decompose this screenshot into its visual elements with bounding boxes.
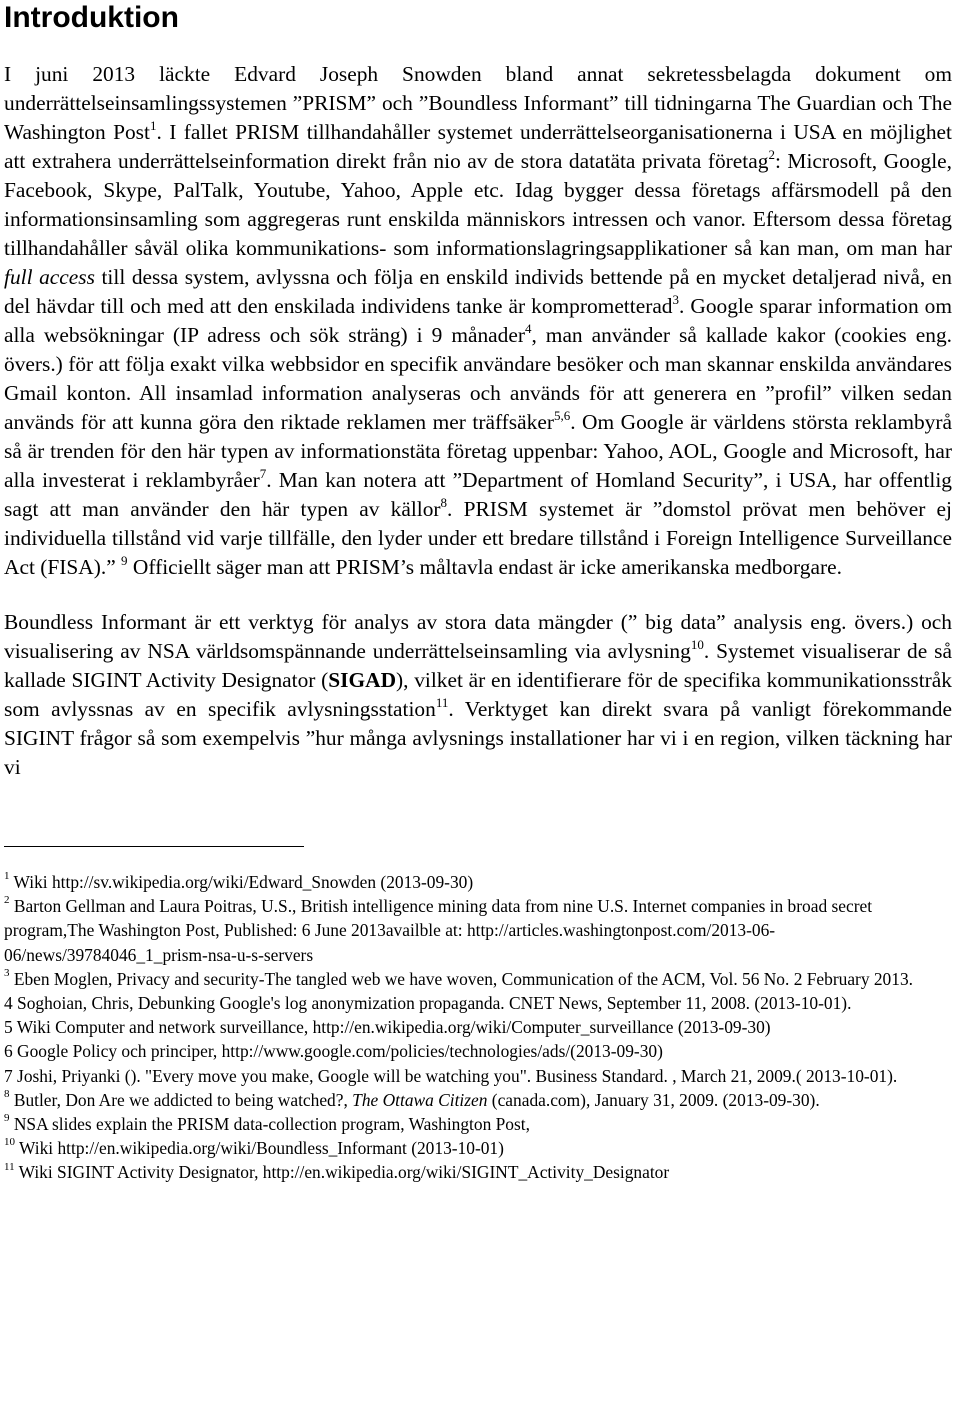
footnote-number: 4 bbox=[4, 993, 13, 1014]
paragraph-text: . Systemet visualiserar de så kallade SIGINT Activity Designator ( bbox=[4, 639, 952, 692]
footnote-number: 11 bbox=[4, 1160, 15, 1173]
footnote-4 bbox=[4, 991, 952, 1015]
footnote-reference: 3 bbox=[672, 291, 680, 307]
footnote-number: 8 bbox=[4, 1088, 10, 1101]
footnote-text: Joshi, Priyanki (). "Every move you make, Google will be watching you". Business Standard. , March 21, 2009.( 2013-10-01). bbox=[12, 1065, 898, 1086]
paragraph-text: . Google sparar information om alla websökningar (IP adress och sök sträng) i 9 månader bbox=[4, 294, 952, 347]
footnote-text: Wiki SIGINT Activity Designator, http://en.wikipedia.org/wiki/SIGINT_Activity_Designator bbox=[14, 1162, 670, 1183]
paragraph-text: . Man kan notera att ”Department of Homland Security”, i USA, har offentlig sagt att man använder den här typen av källor bbox=[4, 468, 952, 521]
footnote-number: 9 bbox=[4, 1112, 10, 1125]
footnote-reference: 7 bbox=[259, 465, 267, 481]
footnote-10 bbox=[4, 1136, 952, 1160]
body-paragraph-boundless-informant bbox=[4, 608, 952, 782]
paragraph-text: till dessa system, avlyssna och följa en enskild individs bettende på en mycket detaljerad nivå, en del hävdar till och med att den enskilada individens tanke är komprometterad bbox=[4, 265, 952, 318]
footnotes-list bbox=[4, 870, 952, 1185]
footnote-number: 1 bbox=[4, 870, 10, 883]
footnote-text: Soghoian, Chris, Debunking Google's log anonymization propaganda. CNET News, September 11, 2008. (2013-10-01). bbox=[12, 993, 852, 1014]
footnote-text: Wiki Computer and network surveillance, http://en.wikipedia.org/wiki/Computer_surveillance (2013-09-30) bbox=[12, 1017, 771, 1038]
footnote-number: 6 bbox=[4, 1041, 13, 1062]
body-paragraph-prism bbox=[4, 60, 952, 582]
footnote-reference: 2 bbox=[768, 146, 775, 162]
footnote-2 bbox=[4, 894, 952, 967]
footnote-reference: 4 bbox=[524, 320, 532, 336]
footnote-text: Eben Moglen, Privacy and security-The tangled web we have woven, Communication of the ACM, Vol. 56 No. 2 February 2013. bbox=[9, 968, 913, 989]
footnote-text: Wiki http://en.wikipedia.org/wiki/Boundless_Informant (2013-10-01) bbox=[15, 1138, 504, 1159]
bold-term: SIGAD bbox=[328, 668, 397, 692]
paragraph-text: ), vilket är en identifierare för de specifika kommunikationsstråk som avlyssnas av en specifik avlysningsstation bbox=[4, 668, 952, 721]
footnote-6 bbox=[4, 1039, 952, 1063]
footnote-reference: 11 bbox=[435, 694, 449, 710]
footnote-reference: 5,6 bbox=[553, 407, 571, 423]
footnote-3 bbox=[4, 967, 952, 991]
footnote-text: Wiki http://sv.wikipedia.org/wiki/Edward_Snowden (2013-09-30) bbox=[9, 872, 474, 892]
footnote-text: Google Policy och principer, http://www.google.com/policies/technologies/ads/(2013-09-30) bbox=[12, 1041, 663, 1062]
footnote-reference: 8 bbox=[440, 494, 448, 510]
paragraph-text: Officiellt säger man att PRISM’s måltavla endast är icke amerikanska medborgare. bbox=[127, 555, 842, 579]
footnote-reference: 10 bbox=[690, 636, 704, 652]
footnote-11 bbox=[4, 1160, 952, 1184]
paragraph-text: I juni 2013 läckte Edvard Joseph Snowden bland annat sekretessbelagda dokument om underrättelseinsamlingssystemen ”PRISM” och ”Boundless Informant” till tidningarna The Guardian och The Washington Post bbox=[4, 62, 952, 144]
paragraph-text: . I fallet PRISM tillhandahåller systemet underrättelseorganisationerna i USA en möjlighet att extrahera underrättelseinformation direkt från nio av de stora datatäta privata företag bbox=[4, 120, 952, 173]
footnote-7 bbox=[4, 1064, 952, 1088]
footnote-1 bbox=[4, 870, 952, 894]
paragraph-text: , man använder så kallade kakor (cookies eng. övers.) för att följa exakt vilka webbsidor en specifik användare besöker och man skannar enskilda användares Gmail konton. All insamlad information analyseras och används för att generera en ”profil” vilken sedan används för att kunna göra den riktade reklamen mer träffsäker bbox=[4, 323, 952, 434]
footnote-8 bbox=[4, 1088, 952, 1112]
paragraph-text: Boundless Informant är ett verktyg för analys av stora data mängder (” big data” analysis eng. övers.) och visualisering av NSA världsomspännande underrättelseinsamling via avlysning bbox=[4, 610, 952, 663]
section-heading: Introduktion bbox=[4, 1, 179, 34]
footnote-9 bbox=[4, 1112, 952, 1136]
paragraph-text: . Verktyget kan direkt svara på vanligt förekommande SIGINT frågor så som exempelvis ”hur många avlysnings installationer har vi i en region, vilken täckning har vi bbox=[4, 697, 952, 779]
footnote-text: NSA slides explain the PRISM data-collection program, Washington Post, bbox=[9, 1114, 530, 1135]
emphasized-text: full access bbox=[4, 265, 95, 289]
footnote-number: 2 bbox=[4, 894, 10, 907]
footnote-number: 10 bbox=[4, 1136, 15, 1149]
footnote-5 bbox=[4, 1015, 952, 1039]
footnote-text-continued: (canada.com), January 31, 2009. (2013-09-30). bbox=[487, 1089, 820, 1110]
footnote-text: Barton Gellman and Laura Poitras, U.S., British intelligence mining data from nine U.S. Internet companies in broad secret program,The Washington Post, Published: 6 June 2013availble at: http://articles.washingtonpost.com/2013-06-06/news/39784046_1_prism-nsa-u-s-servers bbox=[4, 896, 873, 965]
paragraph-text: : Microsoft, Google, Facebook, Skype, PalTalk, Youtube, Yahoo, Apple etc. Idag bygger dessa företags affärsmodell på den informationsinsamling som aggregeras runt enskilda människors intressen och vanor. Eftersom dessa företag tillhandahåller såväl olika kommunikations- som informationslagringsapplikationer så kan man, om man har bbox=[4, 149, 952, 260]
footnote-text: Butler, Don Are we addicted to being watched?, bbox=[9, 1089, 353, 1110]
paragraph-text: . PRISM systemet är ”domstol prövat men behöver ej individuella tillstånd vid varje tillfälle, den lyder under ett bredare tillstånd i Foreign Intelligence Surveillance Act (FISA).” bbox=[4, 497, 952, 579]
paragraph-text: . Om Google är världens största reklambyrå så är trenden för den här typen av informationstäta företag uppenbar: Yahoo, AOL, Google and Microsoft, har alla investerat i reklambyråer bbox=[4, 410, 952, 492]
footnote-publication: The Ottawa Citizen bbox=[352, 1089, 488, 1110]
footnote-number: 3 bbox=[4, 967, 10, 980]
footnote-number: 7 bbox=[4, 1065, 13, 1086]
footnote-number: 5 bbox=[4, 1017, 13, 1038]
footnote-separator bbox=[4, 846, 304, 847]
footnote-reference: 1 bbox=[149, 117, 157, 133]
footnote-reference: 9 bbox=[121, 552, 128, 568]
